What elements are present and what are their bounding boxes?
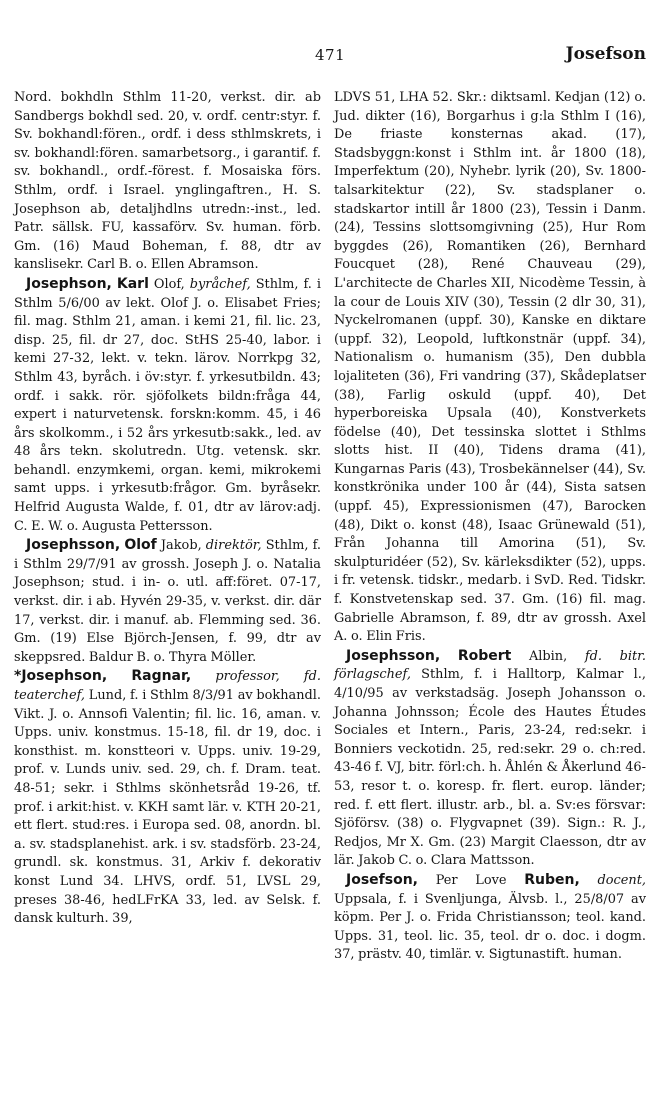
running-head: Josefson bbox=[565, 44, 646, 64]
entry-title: docent, bbox=[597, 872, 646, 888]
entry-title: direktör, bbox=[205, 538, 262, 554]
entry-title: fd. bitr. förlagschef, bbox=[334, 648, 646, 683]
continuation-text: Nord. bokhdln Sthlm 11-20, verkst. dir. ab Sandbergs bokhdl sed. 20, v. ordf. centr:styr. f. Sv. bokhandl:fören., ordf. i dess sthlmskrets, i sv. bokhandl:fören. samarbetsorg., i garantif. f. sv. bokhandl., ordf.-förest. f. Mosaiska förs. Sthlm, ordf. i Israel. ynglingaftren., H. S. Josephson ab, detaljhdlns utredn:-inst., led. Patr. sällsk. FU, kassaförv. Sv. human. förb. Gm. (16) Maud Boheman, f. 88, dtr av kanslisekr. Carl B. o. Ellen Abramson. bbox=[14, 90, 321, 273]
entry-surname: Josephsson, bbox=[26, 537, 121, 554]
entry-surname: Josephson, bbox=[26, 275, 112, 292]
right-column bbox=[334, 89, 646, 965]
entry-given-rest: Olof, bbox=[153, 276, 185, 292]
entry-title: byråchef, bbox=[189, 276, 251, 292]
entry-given-name: Olof bbox=[124, 537, 157, 554]
entry-body: Sthlm, f. i Sthlm 29/7/91 av grossh. Joseph J. o. Natalia Josephson; stud. i in- o. utl. aff:föret. 07-17, verkst. dir. i ab. Hyvén 29-35, v. verkst. dir. där 17, verkst. dir. i manuf. ab. Flemming sed. 36. Gm. (19) Else Björch-Jensen, f. 99, dtr av skeppsred. Baldur B. o. Thyra Möller. bbox=[14, 538, 321, 665]
entry-given-name: Ragnar, bbox=[131, 668, 192, 685]
entry-given-name: Ruben, bbox=[524, 871, 580, 888]
entry-title: professor, fd. teaterchef, bbox=[14, 669, 321, 703]
page-number: 471 bbox=[315, 46, 346, 64]
entry-body: Uppsala, f. i Svenljunga, Älvsb. l., 25/8/07 av köpm. Per J. o. Frida Christiansson; teol. kand. Upps. 31, teol. lic. 35, teol. dr o. doc. i dogm. 37, prästv. 40, timlär. v. Sigtunastift. human. bbox=[334, 891, 646, 963]
entry-given-rest: Albin, bbox=[528, 648, 568, 664]
biography-entry bbox=[334, 871, 646, 965]
entry-given-name: Karl bbox=[116, 275, 149, 292]
entry-given-rest: Per Love bbox=[435, 872, 507, 888]
entry-given-rest: Jakob, bbox=[160, 538, 202, 554]
entry-body: Sthlm, f. i Sthlm 5/6/00 av lekt. Olof J. o. Elisabet Fries; fil. mag. Sthlm 21, aman. i kemi 21, fil. lic. 23, disp. 25, fil. dr 27, doc. StHS 25-40, labor. i kemi 27-32, lekt. v. tekn. lärov. Norrkpg 32, Sthlm 43, byråch. i öv:styr. f. yrkesutbildn. 43; ordf. i sakk. rör. sjöfolkets bildn:fråga 44, expert i naturvetensk. forskn:komm. 45, i 46 års skolkomm., i 52 års yrkesutb:sakk., led. av 48 års tekn. skolutredn. Utg. vetensk. skr. behandl. enzymkemi, organ. kemi, mikrokemi samt upps. i yrkesutb:frågor. Gm. byråsekr. Helfrid Augusta Walde, f. 01, dtr av lärov:adj. C. E. W. o. Augusta Pettersson. bbox=[14, 276, 321, 534]
biography-entry bbox=[14, 536, 321, 667]
biography-entry bbox=[334, 647, 646, 871]
biography-entry bbox=[14, 667, 321, 928]
continuation-text: LDVS 51, LHA 52. Skr.: diktsaml. Kedjan (12) o. Jud. dikter (16), Borgarhus i g:la Sthlm I (16), De friaste konsternas akad. (17), Stadsbyggn:konst i Sthlm int. år 1800 (18), Imperfektum (20), Nyhebr. lyrik (20), Sv. 1800-talsarkitektur (22), Sv. stadsplaner o. stadskartor intill år 1800 (23), Tessin i Danm. (24), Tessins slottsomgivning (25), Hur Rom byggdes (26), Romantiken (26), Bernhard Foucquet (28), René Chauveau (29), L'architecte de Charles XII, Nicodème Tessin, à la cour de Louis XIV (30), Tessin (2 dlr 30, 31), Nyckelromanen (uppf. 30), Kanske en diktare (uppf. 32), Leopold, luftkonstnär (uppf. 34), Nationalism o. humanism (35), Den dubbla lojaliteten (36), Fri vandring (37), Skådeplatser (38), Farlig oskuld (uppf. 40), Det hyperboreiska Upsala (40), Konstverkets födelse (40), Det tessinska slottet i Sthlms slotts hist. II (40), Tidens drama (41), Kungarnas Paris (43), Trosbekännelser (44), Sv. konstkrönika under 100 år (44), Sista satsen (uppf. 45), Expressionismen (47), Barocken (48), Dikt o. konst (48), Isaac Grünewald (51), Från Johanna till Amorina (51), Sv. skulpturidéer (52), Sv. kärleksdikter (52), upps. i fr. vetensk. tidskr., medarb. i SvD. Red. Tidskr. f. Konstvetenskap sed. 37. Gm. (16) fil. mag. Gabrielle Abramson, f. 89, dtr av grossh. Axel A. o. Elin Fris. bbox=[334, 90, 646, 645]
entry-surname: Josephsson, bbox=[346, 647, 441, 664]
entry-body: Sthlm, f. i Halltorp, Kalmar l., 4/10/95 av verkstadsäg. Joseph Johansson o. Johanna Johnsson; École des Hautes Études Sociales et Intern., Paris, 23-24, red:sekr. i Bonniers veckotidn. 25, red:sekr. 29 o. ch:red. 43-46 f. VJ, bitr. förl:ch. h. Åhlén & Åkerlund 46-53, resor t. o. koresp. fr. flert. europ. länder; red. f. ett flert. illustr. arb., bl. a. Sv:es försvar: Sjöförsv. (38) o. Flygvapnet (39). Sign.: R. J., Redjos, Mr X. Gm. (23) Margit Claesson, dtr av lär. Jakob C. o. Clara Mattsson. bbox=[334, 667, 646, 869]
entry-surname: Josefson, bbox=[346, 871, 418, 888]
entry-given-name: Robert bbox=[457, 647, 512, 664]
left-column bbox=[14, 89, 321, 929]
entry-body: Lund, f. i Sthlm 8/3/91 av bokhandl. Vikt. J. o. Annsofi Valentin; fil. lic. 16, aman. v. Upps. univ. konstmus. 15-18, fil. dr 19, doc. i konsthist. m. konstteori v. Upps. univ. 19-29, prof. v. Lunds univ. sed. 29, ch. f. Dram. teat. 48-51; sekr. i Sthlms skönhetsråd 19-26, tf. prof. i arkit:hist. v. KKH samt lär. v. KTH 20-21, ett flert. stud:res. i Europa sed. 08, anordn. bl. a. sv. stadsplanehist. ark. i sv. stadsförb. 23-24, grundl. sk. konstmus. 31, Arkiv f. dekorativ konst Lund 34. LHVS, ordf. 51, LVSL 29, preses 38-46, hedLFrKA 33, led. av Selsk. f. dansk kulturh. 39, bbox=[14, 688, 321, 927]
biography-entry bbox=[14, 275, 321, 536]
entry-surname: *Josephson, bbox=[14, 668, 108, 685]
